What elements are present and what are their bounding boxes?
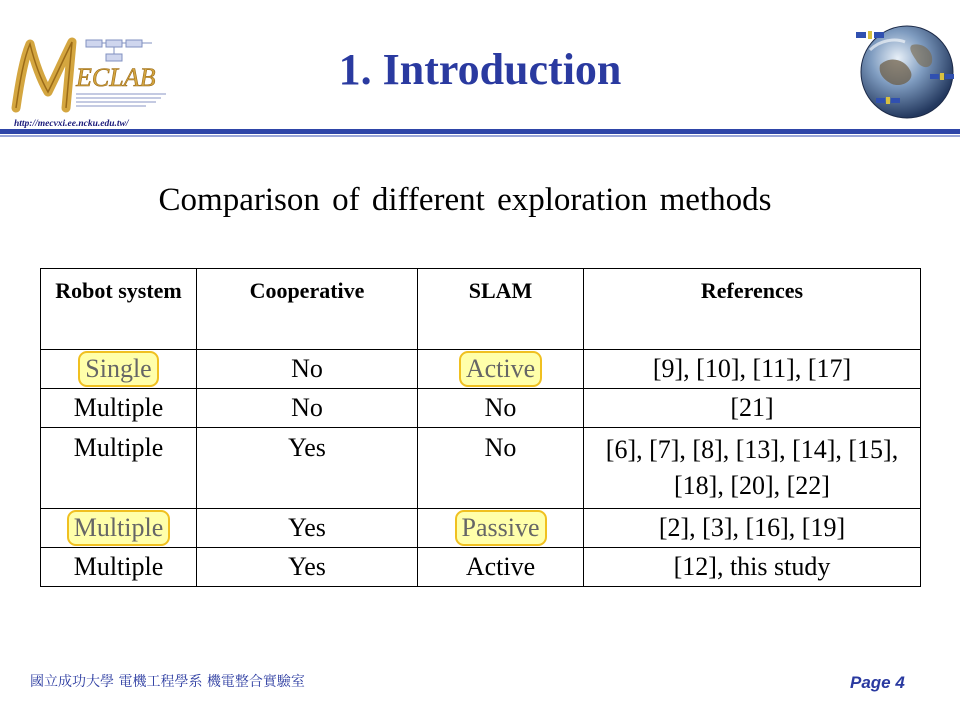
cooperative-cell: No <box>197 350 418 389</box>
cooperative-cell: Yes <box>197 548 418 587</box>
highlighted-robot: Multiple <box>67 510 171 546</box>
robot-cell <box>41 509 197 548</box>
highlighted-slam: Active <box>459 351 542 387</box>
robot-cell <box>41 350 197 389</box>
logo-url: http://mecvxi.ee.ncku.edu.tw/ <box>14 119 129 129</box>
table-header-row <box>41 269 921 350</box>
references-cell: [2], [3], [16], [19] <box>584 509 921 548</box>
table-row <box>41 548 921 587</box>
header-divider <box>0 129 960 134</box>
comparison-table <box>40 268 921 587</box>
slam-cell: No <box>418 428 584 509</box>
highlighted-slam: Passive <box>455 510 547 546</box>
references-cell: [9], [10], [11], [17] <box>584 350 921 389</box>
table-row <box>41 509 921 548</box>
references-cell: [6], [7], [8], [13], [14], [15], [18], [20], [22] <box>584 428 921 509</box>
slam-cell <box>418 509 584 548</box>
robot-cell: Multiple <box>41 428 197 509</box>
cooperative-cell: Yes <box>197 509 418 548</box>
slam-cell: No <box>418 389 584 428</box>
slide-title: 1. Introduction <box>338 45 622 94</box>
references-cell: [12], this study <box>584 548 921 587</box>
satellite-icon <box>856 31 884 39</box>
footer-institution: 國立成功大學 電機工程學系 機電整合實驗室 <box>30 674 305 690</box>
highlighted-robot: Single <box>78 351 158 387</box>
header-robot-system: Robot system <box>41 269 197 350</box>
table-caption: Comparison of different exploration methods <box>158 182 772 218</box>
page-number: Page 4 <box>850 673 905 692</box>
satellite-icon <box>930 73 954 80</box>
table-row <box>41 389 921 428</box>
header-slam: SLAM <box>418 269 584 350</box>
cooperative-cell: No <box>197 389 418 428</box>
header-references: References <box>584 269 921 350</box>
header-divider-thin <box>0 135 960 137</box>
cooperative-cell: Yes <box>197 428 418 509</box>
slam-cell <box>418 350 584 389</box>
robot-cell: Multiple <box>41 548 197 587</box>
references-cell: [21] <box>584 389 921 428</box>
robot-cell: Multiple <box>41 389 197 428</box>
logo-text: ECLAB <box>76 63 156 92</box>
table-row <box>41 350 921 389</box>
header-cooperative: Cooperative <box>197 269 418 350</box>
slam-cell: Active <box>418 548 584 587</box>
satellite-icon <box>876 97 900 104</box>
globe-satellite-icon <box>850 10 960 125</box>
table-row <box>41 428 921 509</box>
